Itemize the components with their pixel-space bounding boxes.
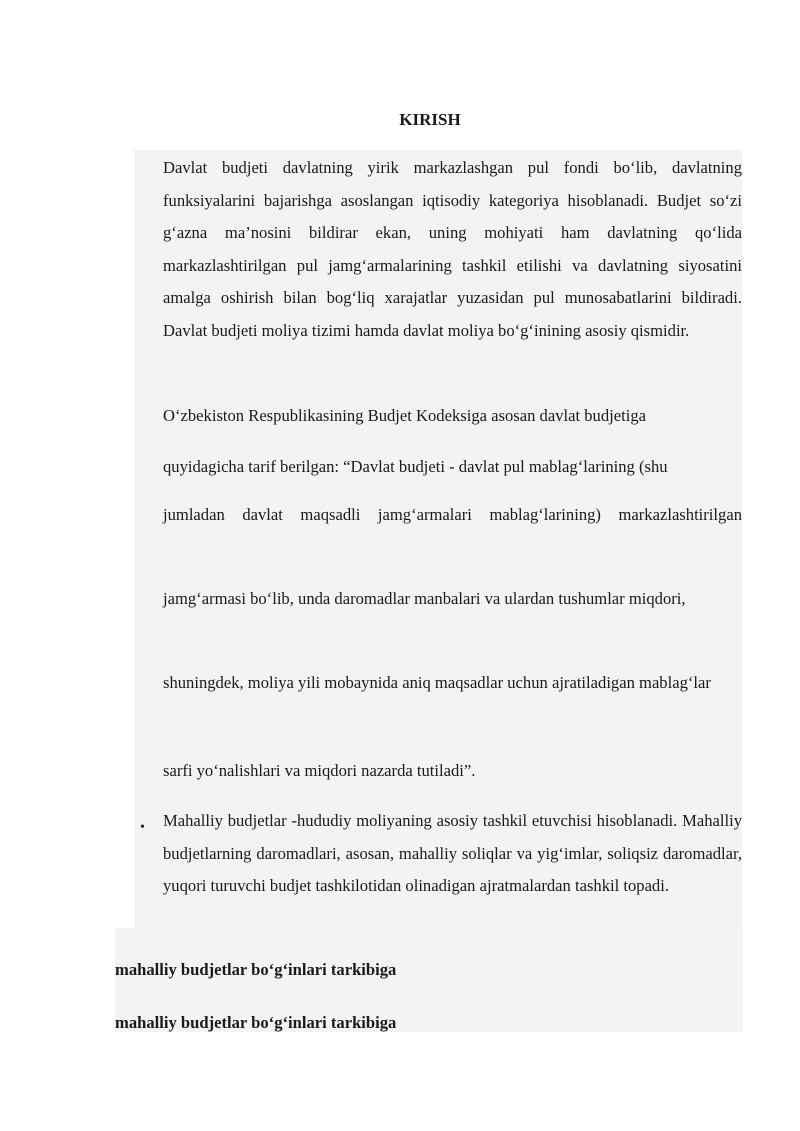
definition-line-2: quyidagicha tarif berilgan: “Davlat budjeti - davlat pul mablag‘larining (shu [163, 457, 668, 476]
definition-line-3 [163, 502, 742, 528]
definition-line-5: shuningdek, moliya yili mobaynida aniq maqsadlar uchun ajratiladigan mablag‘lar [163, 673, 711, 692]
page-title: KIRISH [399, 110, 461, 129]
intro-paragraph: Davlat budjeti davlatning yirik markazlashgan pul fondi bo‘lib, davlatning funksiyalarini bajarishga asoslangan iqtisodiy kategoriya hisoblanadi. Budjet so‘zi g‘azna ma’nosini bildirar ekan, uning mohiyati ham davlatning qo‘lida markazlashtirilgan pul jamg‘armalarining tashkil etilishi va davlatning siyosatini amalga oshirish bilan bog‘liq xarajatlar yuzasidan pul munosabatlarini bildiradi. Davlat budjeti moliya tizimi hamda davlat moliya bo‘g‘inining asosiy qismidir. [163, 158, 742, 340]
bold-subheading-1: mahalliy budjetlar bo‘g‘inlari tarkibiga [115, 960, 397, 979]
bullet-marker: • [140, 820, 145, 835]
bold-subheading-2: mahalliy budjetlar bo‘g‘inlari tarkibiga [115, 1013, 397, 1032]
definition-line-6: sarfi yo‘nalishlari va miqdori nazarda tutiladi”. [163, 761, 476, 780]
definition-line-1: O‘zbekiston Respublikasining Budjet Kodeksiga asosan davlat budjetiga [163, 406, 646, 425]
definition-line-3-text: jumladan davlat maqsadli jamg‘armalari mablag‘larining) markazlashtirilgan [163, 505, 742, 524]
definition-line-4: jamg‘armasi bo‘lib, unda daromadlar manbalari va ulardan tushumlar miqdori, [163, 589, 686, 608]
bullet-paragraph: Mahalliy budjetlar -hududiy moliyaning asosiy tashkil etuvchisi hisoblanadi. Mahalliy budjetlarning daromadlari, asosan, mahalliy soliqlar va yig‘imlar, soliqsiz daromadlar, yuqori turuvchi budjet tashkilotidan olinadigan ajratmalardan tashkil topadi. [163, 811, 742, 896]
